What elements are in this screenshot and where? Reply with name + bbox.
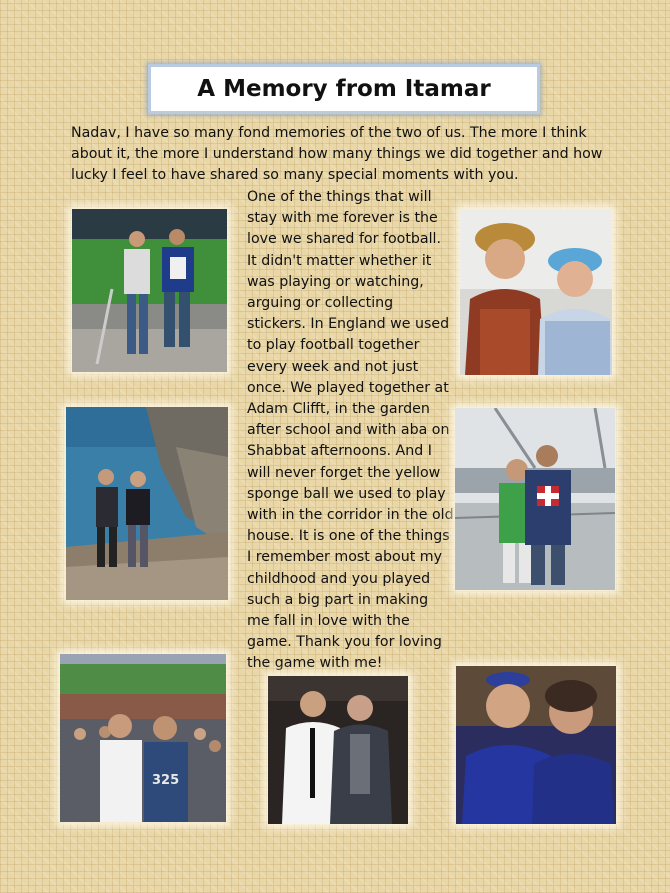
title-box (148, 64, 540, 114)
photo-bridge-city (455, 408, 615, 590)
story-paragraph: One of the things that will stay with me forever is the love we shared for football. It didn't matter whether it was playing or watching, arguing or collecting stickers. In England we used to play football together every week and not just once. We played together at Adam Clifft, in the garden after school and with aba on Shabbat afternoons. And I will never forget the yellow sponge ball we used to play with in the corridor in the old house. It is one of the things I remember most about my childhood and you played such a big part in making me fall in love with the game. Thank you for loving the game with me! (247, 189, 454, 672)
photo-formal-dress (268, 676, 408, 824)
photo-costumes (460, 209, 612, 375)
intro-paragraph: Nadav, I have so many fond memories of the two of us. The more I think about it, the more I understand how many things we did together and how lucky I feel to have shared so many special moments with you. (71, 125, 603, 183)
photo-stadium-crowd (60, 654, 226, 822)
photo-kippah-kids (456, 666, 616, 824)
page-title: A Memory from Itamar (197, 76, 491, 102)
svg-text:325: 325 (152, 773, 180, 788)
photo-sea-rocks (66, 407, 228, 600)
photo-stadium-crutches (72, 209, 227, 372)
